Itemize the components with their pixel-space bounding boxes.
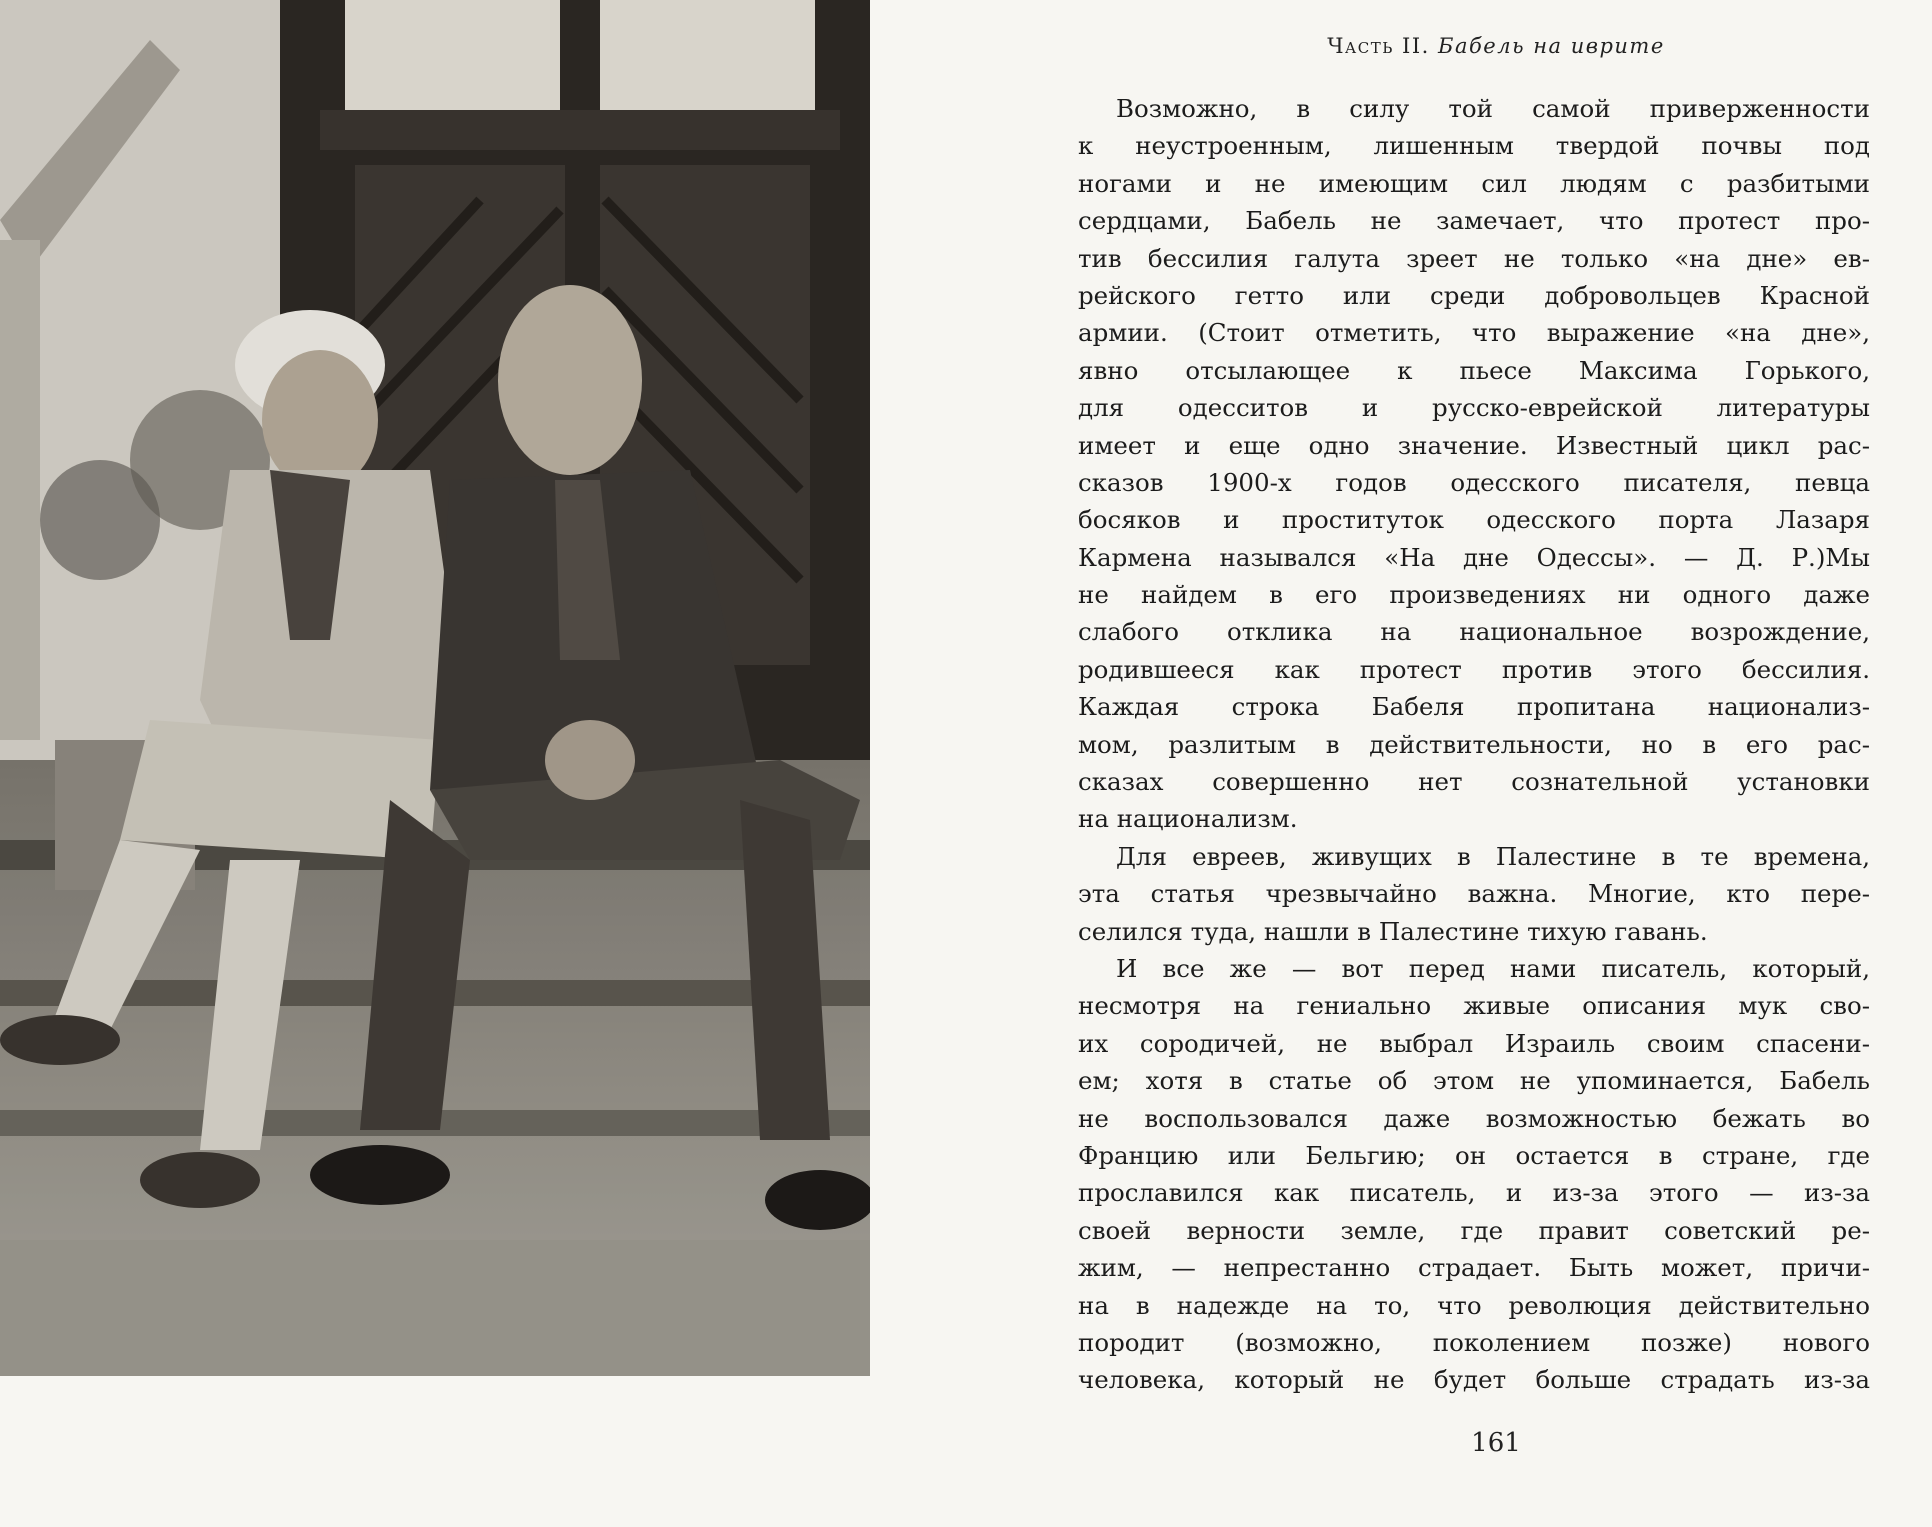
text-line: их сородичей, не выбрал Израиль своим спасени- bbox=[1078, 1028, 1870, 1058]
text-line: ногами и не имеющим сил людям с разбитыми bbox=[1078, 168, 1870, 198]
body-text bbox=[1078, 90, 1870, 1399]
right-page bbox=[1060, 0, 1932, 1527]
text-line: имеет и еще одно значение. Известный цикл рас- bbox=[1078, 430, 1870, 460]
text-line: на национализм. bbox=[1078, 804, 1298, 834]
text-line: сердцами, Бабель не замечает, что протест про- bbox=[1078, 206, 1870, 236]
text-line: родившееся как протест против этого бессилия. bbox=[1078, 654, 1870, 684]
text-line: Кармена назывался «На дне Одессы». — Д. Р.)Мы bbox=[1078, 542, 1870, 572]
running-head bbox=[1060, 34, 1932, 58]
text-line: не воспользовался даже возможностью бежать во bbox=[1078, 1103, 1870, 1133]
text-line: Францию или Бельгию; он остается в стране, где bbox=[1078, 1140, 1870, 1170]
text-line: сказах совершенно нет сознательной установки bbox=[1078, 767, 1870, 797]
text-line: босяков и проституток одесского порта Лазаря bbox=[1078, 505, 1870, 535]
text-line: жим, — непрестанно страдает. Быть может, причи- bbox=[1078, 1253, 1870, 1283]
text-line: Для евреев, живущих в Палестине в те времена, bbox=[1116, 841, 1870, 871]
running-head-title: Бабель на иврите bbox=[1438, 34, 1665, 58]
text-line: к неустроенным, лишенным твердой почвы под bbox=[1078, 131, 1870, 161]
text-line: рейского гетто или среди добровольцев Красной bbox=[1078, 280, 1870, 310]
text-line: ем; хотя в статье об этом не упоминается, Бабель bbox=[1078, 1066, 1870, 1096]
historical-photo bbox=[0, 0, 870, 1376]
text-line: селился туда, нашли в Палестине тихую гавань. bbox=[1078, 916, 1708, 946]
photo-couple-on-steps-icon bbox=[0, 0, 870, 1376]
text-line: мом, разлитым в действительности, но в его рас- bbox=[1078, 729, 1870, 759]
text-line: явно отсылающее к пьесе Максима Горького, bbox=[1078, 355, 1870, 385]
text-line: сказов 1900-х годов одесского писателя, певца bbox=[1078, 467, 1870, 497]
text-line: Возможно, в силу той самой приверженности bbox=[1116, 94, 1870, 123]
text-line: прославился как писатель, и из-за этого — из-за bbox=[1078, 1178, 1870, 1208]
text-line: тив бессилия галута зреет не только «на дне» ев- bbox=[1078, 243, 1870, 273]
text-line: несмотря на гениально живые описания мук сво- bbox=[1078, 991, 1870, 1021]
text-line: для одесситов и русско-еврейской литературы bbox=[1078, 393, 1870, 423]
text-line: И все же — вот перед нами писатель, который, bbox=[1116, 953, 1870, 983]
text-line: породит (возможно, поколением позже) нового bbox=[1078, 1327, 1870, 1357]
text-line: эта статья чрезвычайно важна. Многие, кто пере- bbox=[1078, 879, 1870, 909]
text-line: своей верности земле, где правит советский ре- bbox=[1078, 1215, 1870, 1245]
text-line: не найдем в его произведениях ни одного даже bbox=[1078, 580, 1870, 610]
text-line: Каждая строка Бабеля пропитана национализ- bbox=[1078, 692, 1870, 722]
page-number: 161 bbox=[1471, 1428, 1521, 1458]
text-line: слабого отклика на национальное возрождение, bbox=[1078, 617, 1870, 647]
text-line: армии. (Стоит отметить, что выражение «на дне», bbox=[1078, 318, 1870, 348]
text-line: на в надежде на то, что революция действительно bbox=[1078, 1290, 1870, 1320]
running-head-part: Часть II. bbox=[1327, 34, 1430, 58]
text-line: человека, который не будет больше страдать из-за bbox=[1078, 1365, 1870, 1395]
